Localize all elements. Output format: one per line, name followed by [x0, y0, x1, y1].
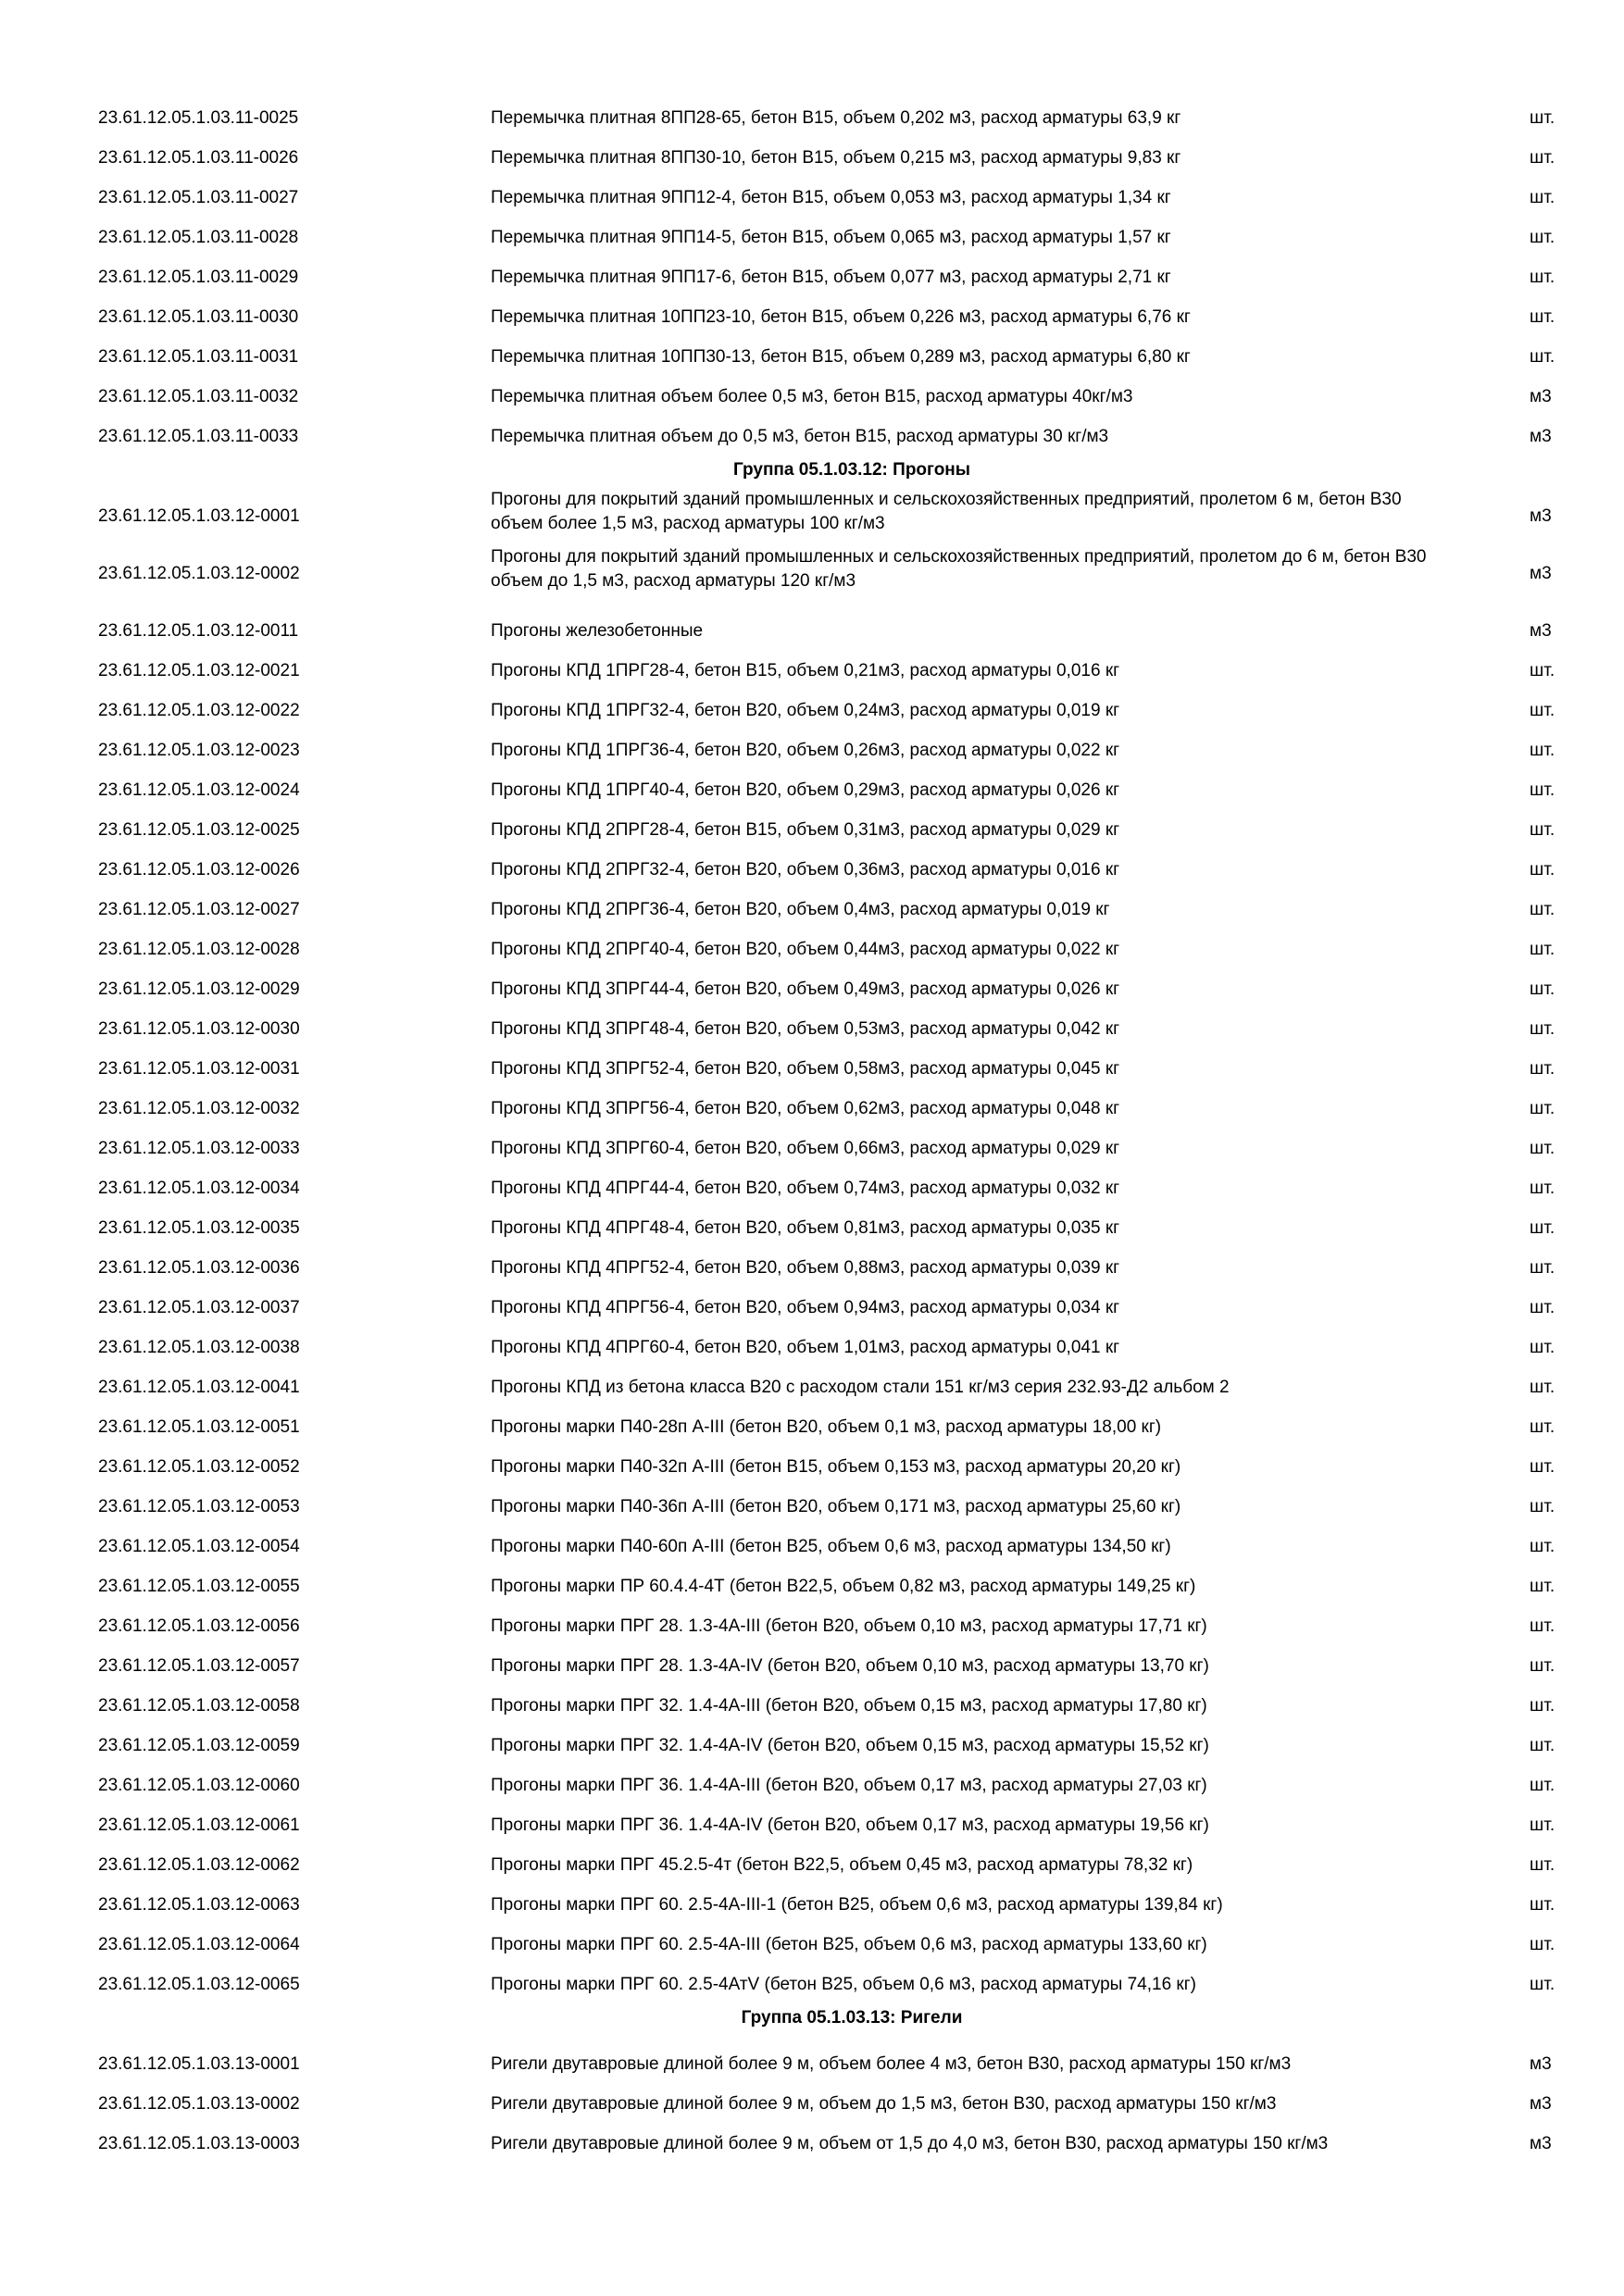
table-row	[0, 1973, 1624, 1997]
item-name: Прогоны КПД 3ПРГ48-4, бетон В20, объем 0,53м3, расход арматуры 0,042 кг	[491, 1019, 1120, 1039]
item-unit: м3	[1530, 621, 1552, 641]
item-name: Прогоны марки ПРГ 60. 2.5-4АтV (бетон В25, объем 0,6 м3, расход арматуры 74,16 кг)	[491, 1975, 1196, 1994]
item-code: 23.61.12.05.1.03.12-0056	[98, 1616, 300, 1636]
item-name: Прогоны КПД 4ПРГ44-4, бетон В20, объем 0,74м3, расход арматуры 0,032 кг	[491, 1179, 1120, 1198]
item-unit: шт.	[1530, 1616, 1555, 1636]
item-code: 23.61.12.05.1.03.11-0025	[98, 108, 299, 128]
item-name: Прогоны марки ПРГ 60. 2.5-4А-III-1 (бетон В25, объем 0,6 м3, расход арматуры 139,84 кг)	[491, 1895, 1223, 1915]
group-heading: Группа 05.1.03.13: Ригели	[741, 2008, 963, 2028]
table-row	[0, 2092, 1624, 2116]
item-name: Прогоны марки П40-60п А-III (бетон В25, объем 0,6 м3, расход арматуры 134,50 кг)	[491, 1537, 1171, 1556]
table-row	[0, 1177, 1624, 1201]
table-row	[0, 818, 1624, 842]
item-unit: м3	[1530, 2134, 1552, 2153]
item-name: Прогоны марки ПРГ 32. 1.4-4А-IV (бетон В20, объем 0,15 м3, расход арматуры 15,52 кг)	[491, 1736, 1209, 1755]
item-name: Прогоны КПД 2ПРГ32-4, бетон В20, объем 0,36м3, расход арматуры 0,016 кг	[491, 860, 1120, 880]
table-row	[0, 1296, 1624, 1320]
item-unit: шт.	[1530, 1497, 1555, 1516]
item-code: 23.61.12.05.1.03.11-0030	[98, 307, 299, 327]
item-code: 23.61.12.05.1.03.11-0026	[98, 148, 299, 168]
table-row	[0, 779, 1624, 803]
item-code: 23.61.12.05.1.03.12-0001	[98, 506, 300, 526]
table-row	[0, 2053, 1624, 2077]
item-name: Прогоны КПД 4ПРГ60-4, бетон В20, объем 1,01м3, расход арматуры 0,041 кг	[491, 1338, 1120, 1357]
item-unit: шт.	[1530, 268, 1555, 287]
table-row	[0, 1774, 1624, 1798]
item-code: 23.61.12.05.1.03.12-0002	[98, 564, 300, 583]
table-row	[0, 1734, 1624, 1758]
item-code: 23.61.12.05.1.03.12-0037	[98, 1298, 300, 1317]
item-unit: шт.	[1530, 1537, 1555, 1556]
table-row	[0, 1137, 1624, 1161]
table-row	[0, 659, 1624, 683]
table-row	[0, 488, 1624, 545]
item-unit: шт.	[1530, 1218, 1555, 1238]
item-unit: шт.	[1530, 1457, 1555, 1477]
item-unit: шт.	[1530, 980, 1555, 999]
item-unit: шт.	[1530, 347, 1555, 367]
table-row	[0, 1933, 1624, 1957]
item-name: Прогоны КПД 4ПРГ52-4, бетон В20, объем 0,88м3, расход арматуры 0,039 кг	[491, 1258, 1120, 1278]
item-name: Прогоны для покрытий зданий промышленных и сельскохозяйственных предприятий, пролетом 6 м, бетон В30 объем более 1,5 м3, расход арматуры 100 кг/м3	[491, 490, 1402, 533]
table-row	[0, 1535, 1624, 1559]
item-name: Прогоны КПД 3ПРГ44-4, бетон В20, объем 0,49м3, расход арматуры 0,026 кг	[491, 980, 1120, 999]
item-unit: шт.	[1530, 1099, 1555, 1118]
item-unit: шт.	[1530, 1417, 1555, 1437]
item-name: Прогоны КПД 2ПРГ28-4, бетон В15, объем 0,31м3, расход арматуры 0,029 кг	[491, 820, 1120, 840]
table-row	[0, 1017, 1624, 1042]
table-row	[0, 1694, 1624, 1718]
item-code: 23.61.12.05.1.03.12-0022	[98, 701, 300, 720]
item-code: 23.61.12.05.1.03.12-0055	[98, 1577, 300, 1596]
item-unit: м3	[1530, 2054, 1552, 2074]
item-unit: шт.	[1530, 820, 1555, 840]
item-code: 23.61.12.05.1.03.12-0057	[98, 1656, 300, 1676]
item-unit: шт.	[1530, 1895, 1555, 1915]
item-code: 23.61.12.05.1.03.11-0033	[98, 427, 299, 446]
item-unit: шт.	[1530, 1019, 1555, 1039]
table-row	[0, 106, 1624, 131]
item-code: 23.61.12.05.1.03.13-0001	[98, 2054, 300, 2074]
item-name: Прогоны КПД 3ПРГ60-4, бетон В20, объем 0,66м3, расход арматуры 0,029 кг	[491, 1139, 1120, 1158]
table-row	[0, 385, 1624, 409]
table-row	[0, 1097, 1624, 1121]
table-row	[0, 898, 1624, 922]
item-name: Прогоны КПД из бетона класса В20 с расходом стали 151 кг/м3 серия 232.93-Д2 альбом 2	[491, 1378, 1230, 1397]
table-row	[0, 1654, 1624, 1678]
item-unit: м3	[1530, 427, 1552, 446]
table-row	[0, 1575, 1624, 1599]
item-unit: шт.	[1530, 1736, 1555, 1755]
item-unit: шт.	[1530, 1179, 1555, 1198]
item-name: Прогоны КПД 4ПРГ48-4, бетон В20, объем 0,81м3, расход арматуры 0,035 кг	[491, 1218, 1120, 1238]
item-code: 23.61.12.05.1.03.12-0035	[98, 1218, 300, 1238]
item-code: 23.61.12.05.1.03.12-0024	[98, 780, 300, 800]
item-unit: шт.	[1530, 1298, 1555, 1317]
item-name: Прогоны КПД 1ПРГ32-4, бетон В20, объем 0,24м3, расход арматуры 0,019 кг	[491, 701, 1120, 720]
item-unit: шт.	[1530, 1776, 1555, 1795]
item-unit: шт.	[1530, 661, 1555, 680]
item-code: 23.61.12.05.1.03.12-0063	[98, 1895, 300, 1915]
item-name: Прогоны КПД 3ПРГ52-4, бетон В20, объем 0,58м3, расход арматуры 0,045 кг	[491, 1059, 1120, 1079]
item-name: Перемычка плитная 10ПП23-10, бетон В15, объем 0,226 м3, расход арматуры 6,76 кг	[491, 307, 1191, 327]
item-unit: шт.	[1530, 701, 1555, 720]
item-unit: шт.	[1530, 1816, 1555, 1835]
table-row	[0, 1336, 1624, 1360]
item-code: 23.61.12.05.1.03.12-0062	[98, 1855, 300, 1875]
item-unit: шт.	[1530, 1696, 1555, 1716]
table-row	[0, 226, 1624, 250]
table-row	[0, 545, 1624, 603]
item-name: Прогоны марки ПРГ 36. 1.4-4А-III (бетон В20, объем 0,17 м3, расход арматуры 27,03 кг)	[491, 1776, 1207, 1795]
item-name: Перемычка плитная объем до 0,5 м3, бетон В15, расход арматуры 30 кг/м3	[491, 427, 1109, 446]
item-code: 23.61.12.05.1.03.12-0060	[98, 1776, 300, 1795]
table-row	[0, 858, 1624, 882]
item-name: Прогоны КПД 3ПРГ56-4, бетон В20, объем 0,62м3, расход арматуры 0,048 кг	[491, 1099, 1120, 1118]
table-row	[0, 1057, 1624, 1081]
item-code: 23.61.12.05.1.03.11-0032	[98, 387, 299, 406]
item-name: Перемычка плитная 9ПП12-4, бетон В15, объем 0,053 м3, расход арматуры 1,34 кг	[491, 188, 1171, 207]
item-unit: шт.	[1530, 1935, 1555, 1954]
table-row	[0, 1495, 1624, 1519]
item-code: 23.61.12.05.1.03.12-0021	[98, 661, 300, 680]
item-name: Прогоны марки П40-36п А-III (бетон В20, объем 0,171 м3, расход арматуры 25,60 кг)	[491, 1497, 1181, 1516]
item-name: Прогоны марки ПРГ 60. 2.5-4А-III (бетон В25, объем 0,6 м3, расход арматуры 133,60 кг)	[491, 1935, 1207, 1954]
item-code: 23.61.12.05.1.03.12-0059	[98, 1736, 300, 1755]
item-unit: шт.	[1530, 900, 1555, 919]
table-row	[0, 1814, 1624, 1838]
item-code: 23.61.12.05.1.03.12-0031	[98, 1059, 300, 1079]
item-code: 23.61.12.05.1.03.12-0030	[98, 1019, 300, 1039]
item-unit: шт.	[1530, 1338, 1555, 1357]
item-code: 23.61.12.05.1.03.12-0034	[98, 1179, 300, 1198]
item-code: 23.61.12.05.1.03.12-0051	[98, 1417, 300, 1437]
item-unit: шт.	[1530, 940, 1555, 959]
table-row	[0, 699, 1624, 723]
item-name: Прогоны КПД 4ПРГ56-4, бетон В20, объем 0,94м3, расход арматуры 0,034 кг	[491, 1298, 1120, 1317]
item-code: 23.61.12.05.1.03.12-0058	[98, 1696, 300, 1716]
table-row	[0, 1416, 1624, 1440]
item-code: 23.61.12.05.1.03.12-0028	[98, 940, 300, 959]
item-unit: шт.	[1530, 1975, 1555, 1994]
item-name: Прогоны марки ПРГ 45.2.5-4т (бетон В22,5, объем 0,45 м3, расход арматуры 78,32 кг)	[491, 1855, 1193, 1875]
item-code: 23.61.12.05.1.03.11-0028	[98, 228, 299, 247]
item-unit: шт.	[1530, 1378, 1555, 1397]
item-unit: шт.	[1530, 307, 1555, 327]
table-row	[0, 306, 1624, 330]
item-code: 23.61.12.05.1.03.12-0054	[98, 1537, 300, 1556]
item-name: Ригели двутавровые длиной более 9 м, объем до 1,5 м3, бетон В30, расход арматуры 150 кг/м3	[491, 2094, 1277, 2114]
item-unit: м3	[1530, 564, 1552, 583]
item-code: 23.61.12.05.1.03.12-0036	[98, 1258, 300, 1278]
item-name: Прогоны марки ПР 60.4.4-4Т (бетон В22,5, объем 0,82 м3, расход арматуры 149,25 кг)	[491, 1577, 1196, 1596]
item-unit: м3	[1530, 506, 1552, 526]
table-row	[0, 1256, 1624, 1280]
item-unit: шт.	[1530, 1656, 1555, 1676]
item-code: 23.61.12.05.1.03.12-0032	[98, 1099, 300, 1118]
table-row	[0, 1376, 1624, 1400]
item-code: 23.61.12.05.1.03.12-0041	[98, 1378, 300, 1397]
table-row	[0, 1853, 1624, 1878]
item-name: Прогоны марки П40-28п А-III (бетон В20, объем 0,1 м3, расход арматуры 18,00 кг)	[491, 1417, 1162, 1437]
table-row	[0, 2132, 1624, 2156]
item-code: 23.61.12.05.1.03.12-0029	[98, 980, 300, 999]
table-row	[0, 1455, 1624, 1479]
item-code: 23.61.12.05.1.03.12-0023	[98, 741, 300, 760]
item-name: Прогоны марки ПРГ 28. 1.3-4А-III (бетон В20, объем 0,10 м3, расход арматуры 17,71 кг)	[491, 1616, 1207, 1636]
item-unit: шт.	[1530, 1855, 1555, 1875]
item-unit: шт.	[1530, 108, 1555, 128]
item-code: 23.61.12.05.1.03.12-0011	[98, 621, 299, 641]
item-unit: шт.	[1530, 148, 1555, 168]
item-name: Перемычка плитная 10ПП30-13, бетон В15, объем 0,289 м3, расход арматуры 6,80 кг	[491, 347, 1191, 367]
item-name: Прогоны железобетонные	[491, 621, 704, 641]
table-row	[0, 938, 1624, 962]
item-code: 23.61.12.05.1.03.13-0003	[98, 2134, 300, 2153]
table-row	[0, 1217, 1624, 1241]
item-unit: шт.	[1530, 1577, 1555, 1596]
item-unit: шт.	[1530, 188, 1555, 207]
table-row	[0, 978, 1624, 1002]
item-code: 23.61.12.05.1.03.11-0027	[98, 188, 299, 207]
item-name: Перемычка плитная 8ПП28-65, бетон В15, объем 0,202 м3, расход арматуры 63,9 кг	[491, 108, 1181, 128]
item-code: 23.61.12.05.1.03.12-0053	[98, 1497, 300, 1516]
item-name: Прогоны для покрытий зданий промышленных и сельскохозяйственных предприятий, пролетом до 6 м, бетон В30 объем до 1,5 м3, расход арматуры 120 кг/м3	[491, 547, 1427, 591]
item-unit: м3	[1530, 387, 1552, 406]
item-name: Прогоны КПД 1ПРГ36-4, бетон В20, объем 0,26м3, расход арматуры 0,022 кг	[491, 741, 1120, 760]
item-name: Прогоны марки ПРГ 28. 1.3-4А-IV (бетон В20, объем 0,10 м3, расход арматуры 13,70 кг)	[491, 1656, 1209, 1676]
item-name: Прогоны КПД 1ПРГ40-4, бетон В20, объем 0,29м3, расход арматуры 0,026 кг	[491, 780, 1120, 800]
item-code: 23.61.12.05.1.03.12-0033	[98, 1139, 300, 1158]
item-name: Прогоны КПД 2ПРГ36-4, бетон В20, объем 0,4м3, расход арматуры 0,019 кг	[491, 900, 1110, 919]
table-row	[0, 425, 1624, 449]
table-row	[0, 619, 1624, 643]
item-name: Прогоны КПД 1ПРГ28-4, бетон В15, объем 0,21м3, расход арматуры 0,016 кг	[491, 661, 1120, 680]
item-unit: шт.	[1530, 228, 1555, 247]
item-code: 23.61.12.05.1.03.12-0025	[98, 820, 300, 840]
item-code: 23.61.12.05.1.03.12-0065	[98, 1975, 300, 1994]
item-code: 23.61.12.05.1.03.12-0026	[98, 860, 300, 880]
item-name: Ригели двутавровые длиной более 9 м, объем более 4 м3, бетон В30, расход арматуры 150 кг/м3	[491, 2054, 1292, 2074]
group-heading: Группа 05.1.03.12: Прогоны	[732, 460, 971, 480]
item-code: 23.61.12.05.1.03.11-0031	[98, 347, 299, 367]
item-name: Перемычка плитная 8ПП30-10, бетон В15, объем 0,215 м3, расход арматуры 9,83 кг	[491, 148, 1181, 168]
item-name: Ригели двутавровые длиной более 9 м, объем от 1,5 до 4,0 м3, бетон В30, расход арматуры 150 кг/м3	[491, 2134, 1329, 2153]
item-code: 23.61.12.05.1.03.12-0052	[98, 1457, 300, 1477]
item-name: Прогоны КПД 2ПРГ40-4, бетон В20, объем 0,44м3, расход арматуры 0,022 кг	[491, 940, 1120, 959]
item-code: 23.61.12.05.1.03.13-0002	[98, 2094, 300, 2114]
item-name: Прогоны марки ПРГ 36. 1.4-4А-IV (бетон В20, объем 0,17 м3, расход арматуры 19,56 кг)	[491, 1816, 1209, 1835]
item-unit: шт.	[1530, 1139, 1555, 1158]
item-name: Перемычка плитная объем более 0,5 м3, бетон В15, расход арматуры 40кг/м3	[491, 387, 1133, 406]
item-code: 23.61.12.05.1.03.12-0027	[98, 900, 300, 919]
item-unit: шт.	[1530, 780, 1555, 800]
table-row	[0, 739, 1624, 763]
table-row	[0, 1615, 1624, 1639]
table-row	[0, 266, 1624, 290]
table-row	[0, 345, 1624, 369]
item-unit: шт.	[1530, 1059, 1555, 1079]
item-name: Перемычка плитная 9ПП17-6, бетон В15, объем 0,077 м3, расход арматуры 2,71 кг	[491, 268, 1171, 287]
item-unit: шт.	[1530, 860, 1555, 880]
item-name: Прогоны марки П40-32п А-III (бетон В15, объем 0,153 м3, расход арматуры 20,20 кг)	[491, 1457, 1181, 1477]
table-row	[0, 186, 1624, 210]
item-unit: шт.	[1530, 741, 1555, 760]
item-name: Прогоны марки ПРГ 32. 1.4-4А-III (бетон В20, объем 0,15 м3, расход арматуры 17,80 кг)	[491, 1696, 1207, 1716]
item-name: Перемычка плитная 9ПП14-5, бетон В15, объем 0,065 м3, расход арматуры 1,57 кг	[491, 228, 1171, 247]
item-code: 23.61.12.05.1.03.12-0038	[98, 1338, 300, 1357]
table-row	[0, 146, 1624, 170]
item-code: 23.61.12.05.1.03.12-0064	[98, 1935, 300, 1954]
item-code: 23.61.12.05.1.03.11-0029	[98, 268, 299, 287]
item-unit: шт.	[1530, 1258, 1555, 1278]
item-unit: м3	[1530, 2094, 1552, 2114]
item-code: 23.61.12.05.1.03.12-0061	[98, 1816, 300, 1835]
table-row	[0, 1893, 1624, 1917]
